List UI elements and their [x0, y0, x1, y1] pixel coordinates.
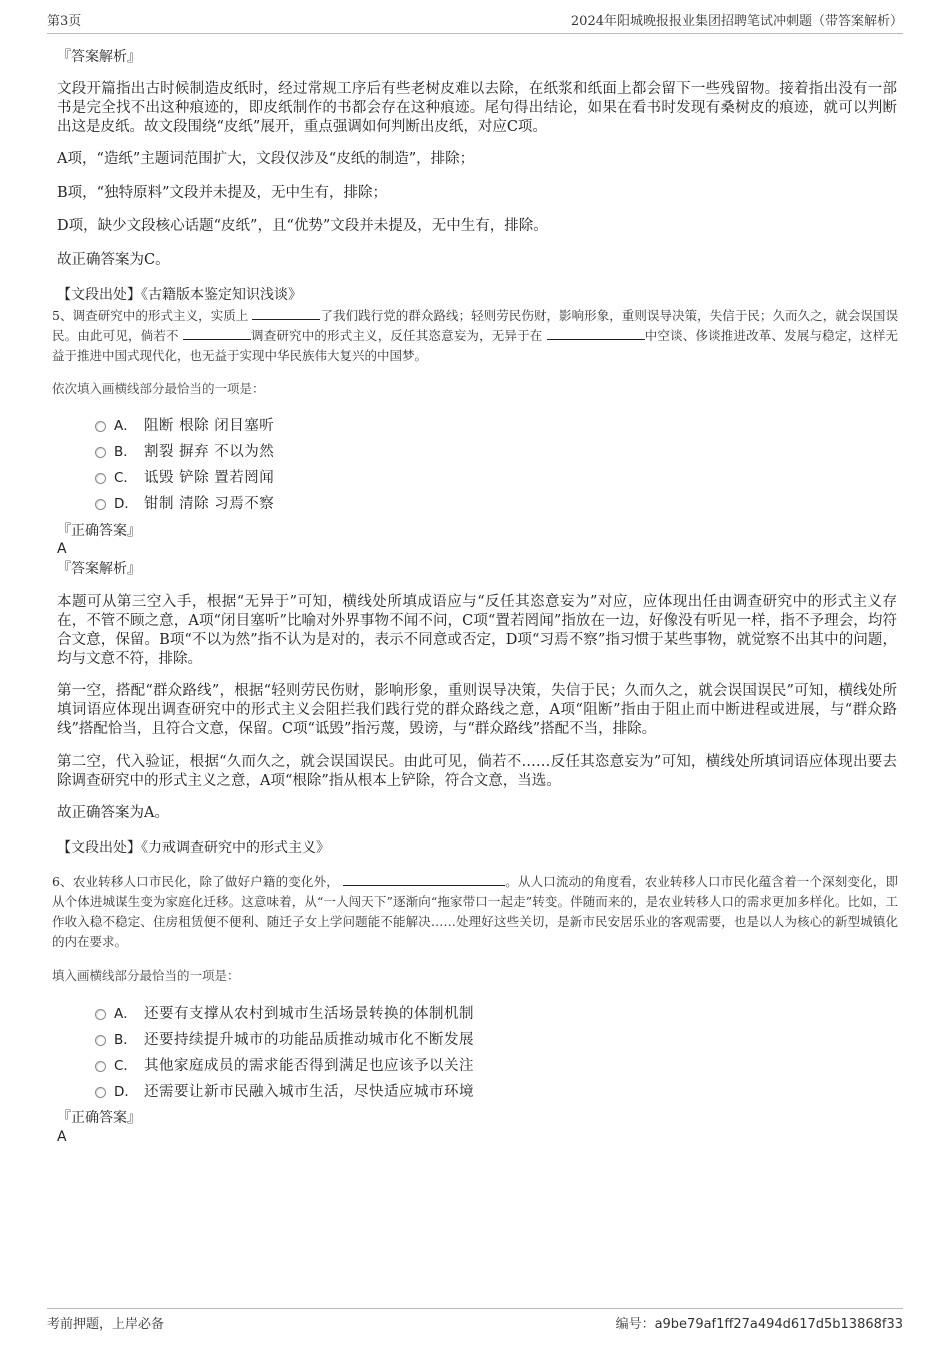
option-text: 阻断 根除 闭目塞听 — [144, 417, 275, 434]
analysis-option-a: A项，“造纸”主题词范围扩大，文段仅涉及“皮纸的制造”，排除； — [57, 151, 475, 167]
passage-source: 【文段出处】《古籍版本鉴定知识浅谈》 — [57, 287, 302, 303]
page-header — [47, 14, 903, 34]
analysis-paragraph: 第一空，搭配“群众路线”，根据“轻则劳民伤财，影响形象，重则误导决策，失信于民；久而久之，就会误国误民”可知，横线处所填词语应体现出调查研究中的形式主义会阻拦我们践行党的群众路线之意，A项“阻断”指由于阻止而中断进程或进展，与“群众路线”搭配恰当，且符合文意，保留。C项“诋毁”指污蔑，毁谤，与“群众路线”搭配不当，排除。 — [57, 683, 897, 737]
question-text: 调查研究中的形式主义，实质上 — [72, 308, 249, 323]
option-b[interactable] — [95, 437, 695, 463]
option-letter: D． — [114, 496, 138, 512]
question-number: 5、 — [52, 308, 73, 323]
radio-button[interactable] — [95, 1087, 106, 1098]
radio-button[interactable] — [95, 1035, 106, 1046]
document-code: 编号：a9be79af1ff27a494d617d5b13868f33 — [615, 1317, 903, 1332]
answer-tag: 『正确答案』 — [57, 1110, 141, 1126]
analysis-option-d: D项，缺少文段核心话题“皮纸”，且“优势”文段并未提及，无中生有，排除。 — [57, 218, 548, 234]
option-text: 其他家庭成员的需求能否得到满足也应该予以关注 — [144, 1057, 474, 1074]
question-prompt: 填入画横线部分最恰当的一项是： — [52, 968, 240, 983]
option-letter: B． — [114, 444, 137, 460]
option-c[interactable] — [95, 463, 695, 489]
footer-slogan: 考前押题，上岸必备 — [47, 1317, 165, 1332]
option-text: 诋毁 铲除 置若罔闻 — [144, 469, 275, 486]
question-6 — [52, 872, 898, 952]
correct-answer: A — [57, 541, 67, 557]
question-text: 农业转移人口市民化，除了做好户籍的变化外， — [72, 874, 339, 889]
radio-button[interactable] — [95, 473, 106, 484]
analysis-option-b: B项，“独特原料”文段并未提及，无中生有，排除； — [57, 185, 387, 201]
option-text: 钳制 清除 习焉不察 — [144, 495, 275, 512]
blank-1 — [343, 874, 505, 886]
analysis-tag: 『答案解析』 — [57, 49, 141, 65]
correct-answer: A — [57, 1129, 67, 1145]
page-footer — [47, 1308, 903, 1336]
option-c[interactable] — [95, 1051, 695, 1077]
option-text: 还要有支撑从农村到城市生活场景转换的体制机制 — [144, 1005, 474, 1022]
blank-2 — [183, 328, 251, 340]
analysis-conclusion: 故正确答案为C。 — [57, 252, 170, 268]
document-title: 2024年阳城晚报报业集团招聘笔试冲刺题（带答案解析） — [570, 14, 903, 29]
question-text: 。从人口流动的角度看，农业转移人口市民化蕴含着一个深刻变化，即从个体进城谋生变为家庭化迁移。这意味着，从“一人闯天下”逐渐向“拖家带口一起走”转变。伴随而来的，是农业转移人口的需求更加多样化。比如，工作收入稳不稳定、住房租赁便不便利、随迁子女上学问题能不能解决……处理好这些关切，是新市民安居乐业的客观需要，也是以人为核心的新型城镇化的内在要求。 — [52, 874, 898, 949]
page-number: 第3页 — [47, 14, 82, 29]
question-text: 了我们践行党的群众路线；轻则劳民伤财，影响形象，重则误导决策，失信于民；久而久之，就会误国误民。由此可见，倘若不 — [52, 308, 898, 343]
option-d[interactable] — [95, 489, 695, 515]
radio-button[interactable] — [95, 421, 106, 432]
analysis-paragraph: 第二空，代入验证，根据“久而久之，就会误国误民。由此可见，倘若不……反任其恣意妄为”可知，横线处所填词语应体现出要去除调查研究中的形式主义之意，A项“根除”指从根本上铲除，符合文意，当选。 — [57, 754, 897, 789]
question-text: 中空谈、侈谈推进改革、发展与稳定，这样无益于推进中国式现代化，也无益于实现中华民族伟大复兴的中国梦。 — [52, 328, 898, 363]
analysis-paragraph: 本题可从第三空入手，根据“无异于”可知，横线处所填成语应与“反任其恣意妄为”对应，应体现出任由调查研究中的形式主义存在，不管不顾之意，A项“闭目塞听”比喻对外界事物不闻不问，C项“置若罔闻”指放在一边，好像没有听见一样，指不予理会，均符合文意，保留。B项“不以为然”指不认为是对的，表示不同意或否定，D项“习焉不察”指习惯于某些事物，就觉察不出其中的问题，均与文意不符，排除。 — [57, 594, 897, 667]
radio-button[interactable] — [95, 1061, 106, 1072]
blank-1 — [252, 308, 320, 320]
option-letter: B． — [114, 1032, 137, 1048]
passage-source: 【文段出处】《力戒调查研究中的形式主义》 — [57, 840, 330, 856]
question-6-options — [95, 999, 695, 1103]
option-text: 还需要让新市民融入城市生活，尽快适应城市环境 — [144, 1083, 474, 1100]
question-prompt: 依次填入画横线部分最恰当的一项是： — [52, 381, 265, 396]
blank-3 — [547, 328, 645, 340]
option-b[interactable] — [95, 1025, 695, 1051]
analysis-paragraph: 文段开篇指出古时候制造皮纸时，经过常规工序后有些老树皮难以去除，在纸浆和纸面上都会留下一些残留物。接着指出没有一部书是完全找不出这种痕迹的，即皮纸制作的书都会存在这种痕迹。尾句得出结论，如果在看书时发现有桑树皮的痕迹，就可以判断出这是皮纸。故文段围绕“皮纸”展开，重点强调如何判断出皮纸，对应C项。 — [57, 81, 897, 135]
option-letter: A． — [114, 1006, 137, 1022]
option-text: 还要持续提升城市的功能品质推动城市化不断发展 — [144, 1031, 474, 1048]
option-letter: A． — [114, 418, 137, 434]
option-letter: C． — [114, 470, 137, 486]
radio-button[interactable] — [95, 447, 106, 458]
radio-button[interactable] — [95, 499, 106, 510]
option-a[interactable] — [95, 411, 695, 437]
option-text: 割裂 摒弃 不以为然 — [144, 443, 275, 460]
question-5 — [52, 306, 898, 366]
question-number: 6、 — [52, 874, 73, 889]
question-text: 调查研究中的形式主义，反任其恣意妄为，无异于在 — [250, 328, 543, 343]
question-5-options — [95, 411, 695, 515]
analysis-conclusion: 故正确答案为A。 — [57, 805, 169, 821]
answer-tag: 『正确答案』 — [57, 523, 141, 539]
option-letter: D． — [114, 1084, 138, 1100]
analysis-tag: 『答案解析』 — [57, 561, 141, 577]
option-a[interactable] — [95, 999, 695, 1025]
option-letter: C． — [114, 1058, 137, 1074]
option-d[interactable] — [95, 1077, 695, 1103]
radio-button[interactable] — [95, 1009, 106, 1020]
